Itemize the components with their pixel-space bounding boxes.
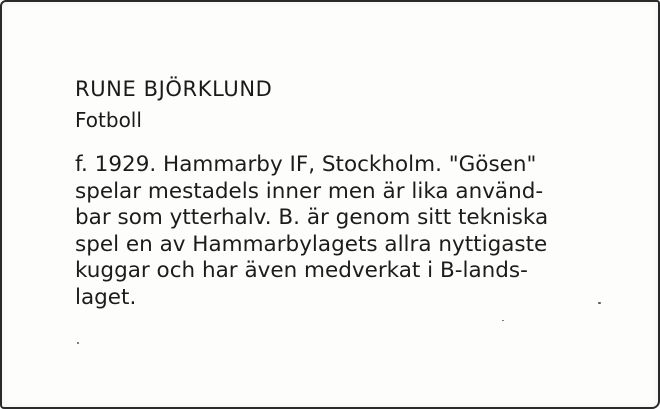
player-name: RUNE BJÖRKLUND (75, 77, 273, 101)
biography-line: spelar mestadels inner men är lika använd- (75, 178, 544, 204)
biography-line: laget. (75, 284, 137, 310)
sport-label: Fotboll (75, 108, 142, 132)
biography-line: f. 1929. Hammarby IF, Stockholm. "Gösen" (75, 152, 537, 177)
biography-line: bar som ytterhalv. B. är genom sitt tekniska (75, 205, 549, 230)
biography-text (75, 152, 645, 311)
print-speck (502, 320, 504, 321)
biography-line: spel en av Hammarbylagets allra nyttigaste (75, 231, 548, 257)
print-speck (77, 342, 79, 344)
biography-line: kuggar och har även medverkat i B-lands- (75, 258, 528, 283)
